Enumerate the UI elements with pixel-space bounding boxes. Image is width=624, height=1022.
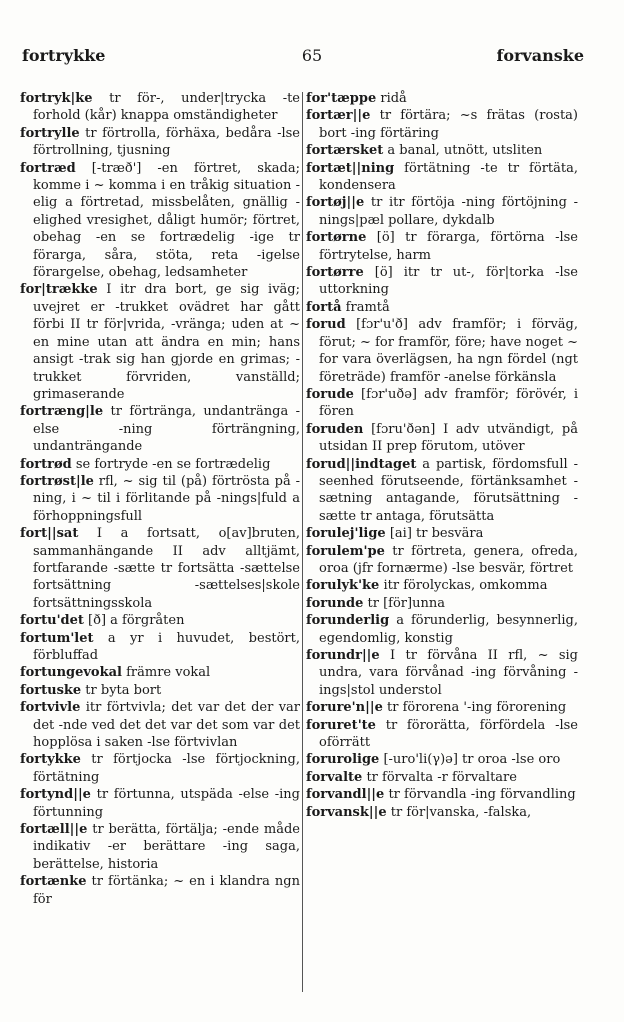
dictionary-entry: forud||indtaget a partisk, fördomsfull -seenhed förutseende, förtänksamhet -sætning antagande, förutsättning -sætte tr antaga, förutsätta: [306, 456, 578, 524]
dictionary-entry: fortræd [-træð'] -en förtret, skada; komme i ~ komma i en tråkig situation -elig a förtretad, missbelåten, gnällig -elighed vresighet, dåligt humör; förtret, obehag -en se fortrædelig -ige tr förarga, såra, stöta, reta -igelse förargelse, obehag, ledsamheter: [20, 160, 300, 281]
dictionary-entry: foruden [fɔru'ðən] I adv utvändigt, på utsidan II prep förutom, utöver: [306, 421, 578, 455]
right-column: [306, 90, 578, 821]
dictionary-entry: fortørre [ö] itr tr ut-, för|torka -lse uttorkning: [306, 265, 578, 298]
dictionary-entry: fortykke tr förtjocka -lse förtjockning, förtätning: [20, 752, 300, 785]
dictionary-entry: forvansk||e tr för|vanska, -falska,: [306, 804, 532, 820]
dictionary-entry: forundr||e I tr förvåna II rfl, ~ sig undra, vara förvånad -ing förvåning -ings|stol understol: [306, 648, 578, 698]
dictionary-entry: forulyk'ke itr förolyckas, omkomma: [306, 578, 548, 594]
dictionary-entry: forulej'lige [ai] tr besvära: [306, 526, 484, 542]
dictionary-entry: fortrød se fortryde -en se fortrædelig: [20, 456, 271, 472]
dictionary-entry: fort||sat I a fortsatt, o[av]bruten, sammanhängande II adv alltjämt, fortfarande -sætte tr fortsätta -sættelse fortsättning -sættelses|skole fortsättningsskola: [20, 526, 300, 611]
dictionary-entry: fortræng|le tr förtränga, undantränga -else -ning förträngning, undanträngande: [20, 404, 300, 455]
dictionary-entry: fortøj||e tr itr förtöja -ning förtöjning -nings|pæl pollare, dykdalb: [306, 195, 578, 228]
dictionary-entry: for'tæppe ridå: [306, 91, 407, 106]
dictionary-entry: forvalte tr förvalta -r förvaltare: [306, 769, 517, 785]
dictionary-entry: fortrylle tr förtrolla, förhäxa, bedåra -lse förtrollning, tjusning: [20, 125, 300, 159]
dictionary-entry: fortynd||e tr förtunna, utspäda -else -ing förtunning: [20, 787, 300, 820]
dictionary-entry: fortå framtå: [306, 299, 390, 315]
dictionary-entry: fortuske tr byta bort: [20, 682, 162, 698]
dictionary-entry: fortærsket a banal, utnött, utsliten: [306, 143, 543, 159]
dictionary-entry: fortæll||e tr berätta, förtälja; -ende måde indikativ -er berättare -ing saga, berättelse, historia: [20, 822, 300, 872]
dictionary-entry: fortrøst|le rfl, ~ sig til (på) förtrösta på -ning, i ~ til i förlitande på -nings|fuld a förhoppningsfull: [20, 473, 300, 524]
dictionary-entry: fortæt||ning förtätning -te tr förtäta, kondensera: [306, 160, 578, 194]
dictionary-entry: forvandl||e tr förvandla -ing förvandling: [306, 787, 576, 803]
dictionary-entry: fortryk|ke tr för-, under|trycka -te forhold (kår) knappa omständigheter: [20, 91, 300, 124]
page-header: [0, 46, 624, 70]
dictionary-entry: fortum'let a yr i huvudet, bestört, förbluffad: [20, 630, 300, 663]
dictionary-entry: fortu'det [ð] a förgråten: [20, 613, 185, 629]
column-divider: [302, 92, 303, 992]
dictionary-entry: forunde tr [för]unna: [306, 595, 445, 611]
left-column: [20, 90, 300, 908]
dictionary-entry: fortørne [ö] tr förarga, förtörna -lse förtrytelse, harm: [306, 230, 578, 263]
page-number: 65: [301, 46, 323, 65]
header-left-guideword: fortrykke: [22, 46, 106, 65]
header-right-guideword: forvanske: [496, 46, 584, 65]
dictionary-entry: foruret'te tr förorätta, förfördela -lse oförrätt: [306, 717, 578, 751]
dictionary-entry: fortvivle itr förtvivla; det var det der var det -nde ved det det var det som var det hopplösa i saken -lse förtvivlan: [20, 700, 300, 751]
dictionary-entry: forulem'pe tr förtreta, genera, ofreda, oroa (jfr fornærme) -lse besvär, förtret: [306, 543, 578, 576]
dictionary-entry: forude [fɔr'uðə] adv framför; förövér, i fören: [306, 386, 578, 420]
dictionary-entry: fortænke tr förtänka; ~ en i klandra ngn för: [20, 874, 300, 907]
dictionary-entry: forurolige [-uro'li(γ)ə] tr oroa -lse oro: [306, 752, 561, 768]
dictionary-entry: for|trække I itr dra bort, ge sig iväg; uvejret er -trukket ovädret har gått förbi II tr för|vrida, -vränga; uden at ~ en mine utan att ändra en min; hans ansigt -trak sig han gjorde en grimas; -trukket förvriden, vanställd; grimaserande: [20, 282, 300, 402]
dictionary-entry: forunderlig a förunderlig, besynnerlig, egendomlig, konstig: [306, 613, 578, 646]
dictionary-entry: forud [fɔr'u'ð] adv framför; i förväg, förut; ~ for framför, före; have noget ~ for vara överlägsen, ha ngn fördel (ngt företräde) framför -anelse förkänsla: [306, 317, 578, 385]
dictionary-entry: fortungevokal främre vokal: [20, 665, 211, 681]
dictionary-entry: fortær||e tr förtära; ~s frätas (rosta) bort -ing förtäring: [306, 108, 578, 141]
dictionary-entry: forure'n||e tr förorena '-ing förorening: [306, 700, 567, 716]
